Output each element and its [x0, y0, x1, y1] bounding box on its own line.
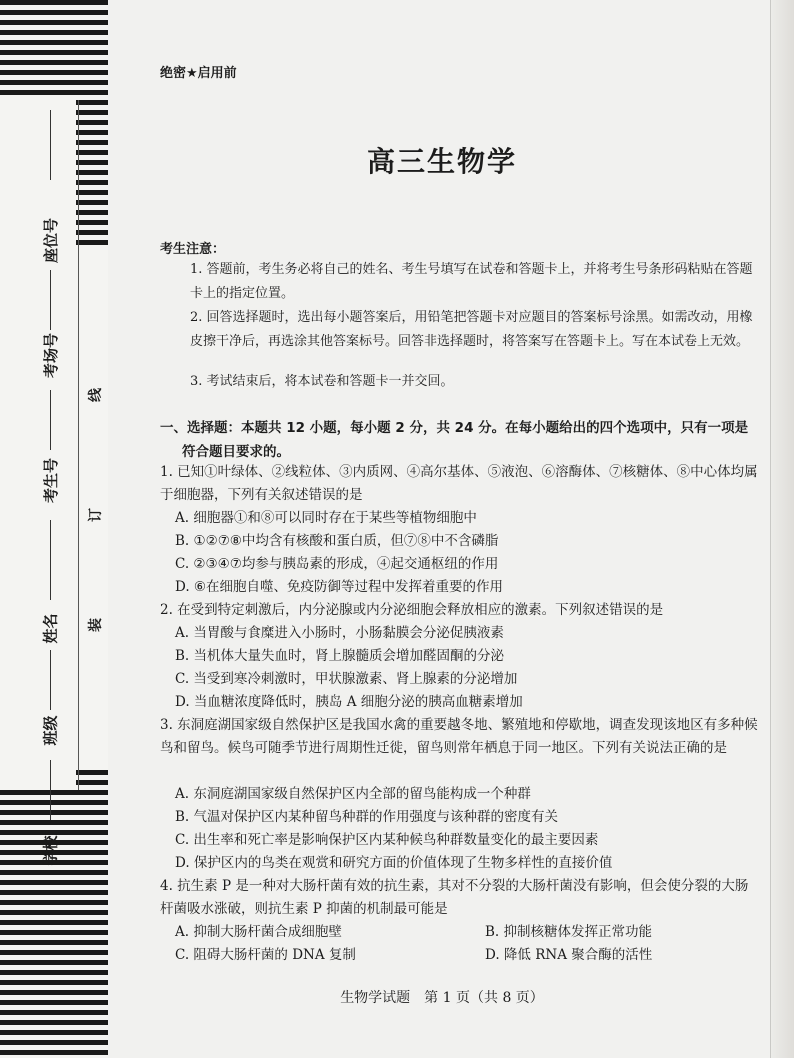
question-2-option-d: D. 当血糖浓度降低时，胰岛 A 细胞分泌的胰高血糖素增加 — [175, 694, 523, 710]
field-underline — [50, 390, 51, 450]
field-underline — [50, 270, 51, 330]
question-2-option-a: A. 当胃酸与食糜进入小肠时，小肠黏膜会分泌促胰液素 — [175, 625, 504, 641]
section-heading-line-2: 符合题目要求的。 — [182, 444, 290, 460]
section-heading-line-1: 一、选择题：本题共 12 小题，每小题 2 分，共 24 分。在每小题给出的四个选项中，只有一项是 — [160, 420, 749, 436]
class-label: 班级 — [41, 715, 60, 746]
fold-line — [78, 100, 79, 790]
fold-char-line: 线 — [88, 388, 104, 402]
field-underline — [50, 650, 51, 710]
notice-heading: 考生注意： — [160, 242, 226, 257]
question-2-stem: 2. 在受到特定刺激后，内分泌腺或内分泌细胞会释放相应的激素。下列叙述错误的是 — [160, 602, 664, 618]
section-heading — [160, 416, 760, 464]
field-underline — [50, 520, 51, 600]
student-number-label: 考生号 — [42, 457, 61, 504]
notice-item-1: 1. 答题前，考生务必将自己的姓名、考生号填写在试卷和答题卡上，并将考生号条形码粘贴在答题卡上的指定位置。 — [190, 262, 753, 301]
question-3-stem: 3. 东洞庭湖国家级自然保护区是我国水禽的重要越冬地、繁殖地和停歇地，调查发现该地区有多种候鸟和留鸟。候鸟可随季节进行周期性迁徙，留鸟则常年栖息于同一地区。下列有关说法正确的是 — [160, 717, 758, 756]
question-3-option-c: C. 出生率和死亡率是影响保护区内某种候鸟种群数量变化的最主要因素 — [175, 832, 599, 848]
fold-char-bind: 装 — [88, 618, 104, 632]
question-1-option-c: C. ②③④⑦均参与胰岛素的形成，④起交通枢纽的作用 — [175, 556, 499, 572]
exam-room-label: 考场号 — [42, 332, 61, 379]
seat-number-label: 座位号 — [42, 217, 61, 264]
question-2-option-b: B. 当机体大量失血时，肾上腺髓质会增加醛固酮的分泌 — [175, 648, 505, 664]
question-4-option-b: B. 抑制核糖体发挥正常功能 — [485, 924, 653, 940]
confidential-label: 绝密★启用前 — [160, 66, 237, 81]
question-3-option-d: D. 保护区内的鸟类在观赏和研究方面的价值体现了生物多样性的直接价值 — [175, 855, 613, 871]
notice-item-2: 2. 回答选择题时，选出每小题答案后，用铅笔把答题卡对应题目的答案标号涂黑。如需改动，用橡皮擦干净后，再选涂其他答案标号。回答非选择题时，将答案写在答题卡上。写在本试卷上无效。 — [190, 310, 753, 349]
question-1-option-b: B. ①②⑦⑧中均含有核酸和蛋白质，但⑦⑧中不含磷脂 — [175, 533, 499, 549]
page-title: 高三生物学 — [366, 145, 517, 178]
question-2-option-c: C. 当受到寒冷刺激时，甲状腺激素、肾上腺素的分泌增加 — [175, 671, 518, 687]
question-4-option-d: D. 降低 RNA 聚合酶的活性 — [485, 947, 653, 963]
question-1-option-d: D. ⑥在细胞自噬、免疫防御等过程中发挥着重要的作用 — [175, 579, 504, 595]
barcode-stripes-bottom — [0, 770, 108, 1058]
question-3-option-b: B. 气温对保护区内某种留鸟种群的作用强度与该种群的密度有关 — [175, 809, 559, 825]
question-1-option-a: A. 细胞器①和⑧可以同时存在于某些等植物细胞中 — [175, 510, 477, 526]
binding-field-area — [0, 98, 76, 788]
field-underline — [50, 760, 51, 820]
notice-item-3: 3. 考试结束后，将本试卷和答题卡一并交回。 — [190, 374, 454, 389]
question-4-option-a: A. 抑制大肠杆菌合成细胞壁 — [175, 924, 342, 940]
name-label: 姓名 — [41, 613, 60, 644]
question-1-stem: 1. 已知①叶绿体、②线粒体、③内质网、④高尔基体、⑤液泡、⑥溶酶体、⑦核糖体、⑧中心体均属于细胞器，下列有关叙述错误的是 — [160, 464, 758, 503]
school-label: 学校 — [41, 835, 60, 866]
question-4-stem: 4. 抗生素 P 是一种对大肠杆菌有效的抗生素，其对不分裂的大肠杆菌没有影响，但会使分裂的大肠杆菌吸水涨破，则抗生素 P 抑菌的机制最可能是 — [160, 878, 749, 917]
question-3-option-a: A. 东洞庭湖国家级自然保护区内全部的留鸟能构成一个种群 — [175, 786, 531, 802]
fold-char-staple: 订 — [88, 508, 104, 522]
page-footer: 生物学试题 第 1 页（共 8 页） — [340, 990, 544, 1006]
question-4-option-c: C. 阻碍大肠杆菌的 DNA 复制 — [175, 947, 356, 963]
